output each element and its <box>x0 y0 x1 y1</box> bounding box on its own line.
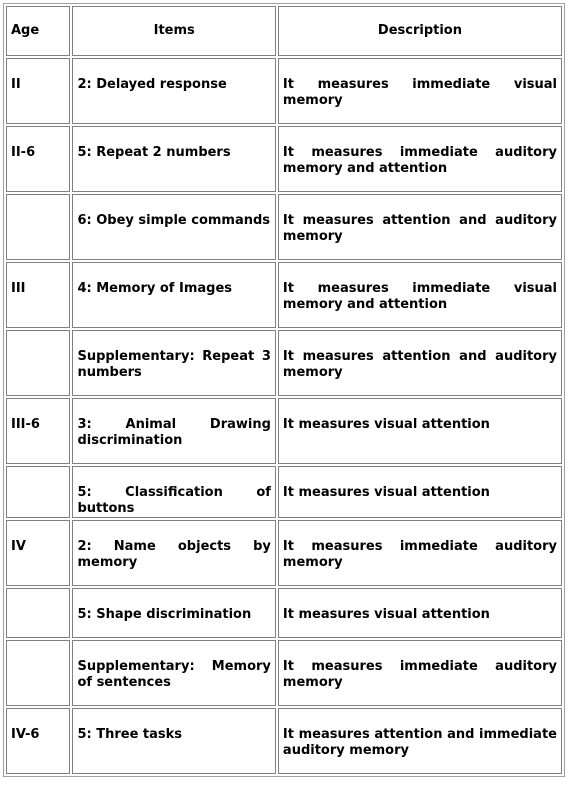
cell-description: It measures immediate auditory memory <box>278 520 562 586</box>
cell-age: IV <box>6 520 70 586</box>
header-age: Age <box>6 6 70 56</box>
cell-item: 5: Three tasks <box>72 708 275 774</box>
cell-description: It measures immediate auditory memory and attention <box>278 126 562 192</box>
table-row <box>6 262 562 328</box>
table-row <box>6 640 562 706</box>
cell-age <box>6 466 70 518</box>
cell-description: It measures visual attention <box>278 398 562 464</box>
table-row <box>6 588 562 638</box>
table-row <box>6 398 562 464</box>
header-row <box>6 6 562 56</box>
table-body <box>6 58 562 774</box>
table-row <box>6 194 562 260</box>
cell-description: It measures attention and auditory memory <box>278 330 562 396</box>
table-row <box>6 708 562 774</box>
cell-age <box>6 194 70 260</box>
cell-item: 6: Obey simple commands <box>72 194 275 260</box>
cell-age: IV-6 <box>6 708 70 774</box>
table-row <box>6 58 562 124</box>
cell-item: Supplementary: Repeat 3 numbers <box>72 330 275 396</box>
cell-description: It measures visual attention <box>278 466 562 518</box>
memory-attention-table <box>3 3 565 777</box>
cell-item: 5: Classification of buttons <box>72 466 275 518</box>
cell-age: II-6 <box>6 126 70 192</box>
cell-item: 2: Delayed response <box>72 58 275 124</box>
cell-age: III <box>6 262 70 328</box>
cell-age: III-6 <box>6 398 70 464</box>
table-header <box>6 6 562 56</box>
header-description: Description <box>278 6 562 56</box>
cell-item: Supplementary: Memory of sentences <box>72 640 275 706</box>
table-row <box>6 330 562 396</box>
table-row <box>6 520 562 586</box>
cell-description: It measures attention and immediate auditory memory <box>278 708 562 774</box>
cell-age <box>6 330 70 396</box>
cell-age <box>6 588 70 638</box>
cell-item: 5: Shape discrimination <box>72 588 275 638</box>
table-row <box>6 126 562 192</box>
header-items: Items <box>72 6 275 56</box>
cell-description: It measures immediate auditory memory <box>278 640 562 706</box>
cell-description: It measures immediate visual memory <box>278 58 562 124</box>
cell-item: 4: Memory of Images <box>72 262 275 328</box>
cell-item: 2: Name objects by memory <box>72 520 275 586</box>
cell-description: It measures immediate visual memory and attention <box>278 262 562 328</box>
table-row <box>6 466 562 518</box>
cell-item: 5: Repeat 2 numbers <box>72 126 275 192</box>
cell-item: 3: Animal Drawing discrimination <box>72 398 275 464</box>
cell-description: It measures attention and auditory memory <box>278 194 562 260</box>
cell-age <box>6 640 70 706</box>
cell-description: It measures visual attention <box>278 588 562 638</box>
cell-age: II <box>6 58 70 124</box>
